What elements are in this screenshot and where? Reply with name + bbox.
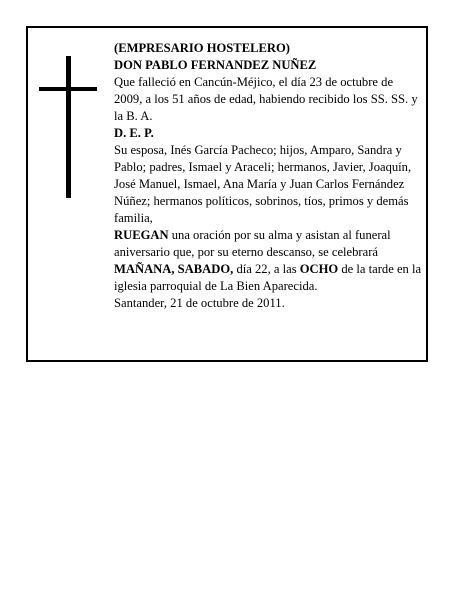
- time-keyword: OCHO: [299, 262, 339, 276]
- funeral-request: [114, 227, 422, 295]
- request-keyword: RUEGAN: [114, 228, 169, 242]
- cross-vertical-bar: [66, 56, 71, 198]
- dep-line: D. E. P.: [114, 126, 154, 140]
- death-info: Que falleció en Cancún-Méjico, el día 23 de octubre de 2009, a los 51 años de edad, habiendo recibido los SS. SS. y la B. A.: [114, 75, 418, 123]
- deceased-name: DON PABLO FERNANDEZ NUÑEZ: [114, 58, 317, 72]
- occupation-line: (EMPRESARIO HOSTELERO): [114, 41, 290, 55]
- cross-horizontal-bar: [39, 87, 97, 91]
- notice-text: [114, 40, 422, 312]
- family-list: Su esposa, Inés García Pacheco; hijos, Amparo, Sandra y Pablo; padres, Ismael y Araceli; hermanos, Javier, Joaquín, José Manuel, Ismael, Ana María y Juan Carlos Fernández Núñez; hermanos políticos, sobrinos, tíos, primos y demás familia,: [114, 143, 412, 225]
- day-keyword: MAÑANA, SABADO,: [114, 262, 234, 276]
- place-date: Santander, 21 de octubre de 2011.: [114, 296, 285, 310]
- time-text: de la tarde en la iglesia parroquial de La Bien Aparecida.: [114, 262, 422, 293]
- request-text: una oración por su alma y asistan al funeral aniversario que, por su eterno descanso, se celebrará: [114, 228, 391, 259]
- obituary-notice: [26, 26, 428, 362]
- day-text: día 22, a las: [233, 262, 300, 276]
